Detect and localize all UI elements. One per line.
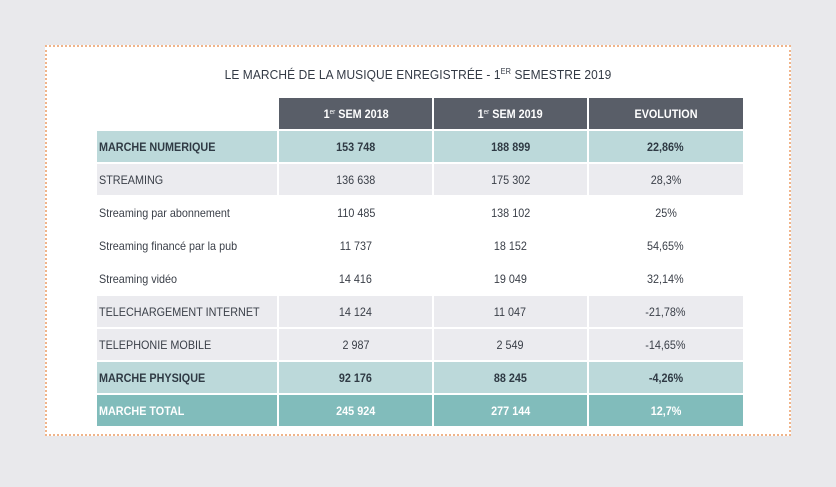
value-2018: 2 987 xyxy=(342,337,370,352)
table-row xyxy=(97,230,743,263)
evolution-value-cell xyxy=(589,329,743,362)
value-2019: 277 144 xyxy=(490,403,530,418)
row-label: TELEPHONIE MOBILE xyxy=(99,337,212,352)
table-card xyxy=(45,45,791,436)
value-2018: 136 638 xyxy=(336,172,376,187)
row-label: STREAMING xyxy=(99,172,164,187)
value-2019: 175 302 xyxy=(490,172,530,187)
table-row xyxy=(97,395,743,428)
row-label: MARCHE PHYSIQUE xyxy=(99,370,206,385)
value-2019: 19 049 xyxy=(493,271,527,286)
evolution-value-cell xyxy=(589,296,743,329)
value-2018-cell xyxy=(279,230,434,263)
table-title xyxy=(77,67,760,82)
column-header-evolution: EVOLUTION xyxy=(589,98,743,131)
title-superscript: ER xyxy=(500,67,512,76)
value-2018-cell xyxy=(279,131,434,164)
row-label-cell xyxy=(97,197,279,230)
value-2019: 188 899 xyxy=(490,139,530,154)
table-row xyxy=(97,164,743,197)
evolution-value-cell xyxy=(589,263,743,296)
row-label: MARCHE NUMERIQUE xyxy=(99,139,216,154)
title-main: LE MARCHÉ DE LA MUSIQUE ENREGISTRÉE - 1 xyxy=(224,67,501,82)
value-2019: 2 549 xyxy=(496,337,524,352)
value-2018-cell xyxy=(279,329,434,362)
evolution-value-cell xyxy=(589,197,743,230)
value-2019: 11 047 xyxy=(494,304,527,319)
column-header-2019: 1er SEM 2019 xyxy=(434,98,589,131)
value-2019-cell xyxy=(434,296,589,329)
music-market-table xyxy=(97,98,743,428)
evolution-value: 28,3% xyxy=(650,172,682,187)
header-blank-cell xyxy=(97,98,279,131)
value-2018-cell xyxy=(279,164,434,197)
row-label: Streaming financé par la pub xyxy=(99,238,238,253)
evolution-value-cell xyxy=(589,230,743,263)
table-body xyxy=(97,131,743,428)
evolution-value-cell xyxy=(589,131,743,164)
column-header-2018: 1er SEM 2018 xyxy=(279,98,434,131)
value-2019-cell xyxy=(434,329,589,362)
evolution-value-cell xyxy=(589,164,743,197)
value-2019: 18 152 xyxy=(493,238,527,253)
value-2018: 92 176 xyxy=(339,370,373,385)
value-2018: 11 737 xyxy=(339,238,372,253)
value-2019: 138 102 xyxy=(490,205,530,220)
row-label-cell xyxy=(97,329,279,362)
value-2018: 245 924 xyxy=(336,403,376,418)
value-2018-cell xyxy=(279,395,434,428)
value-2018: 153 748 xyxy=(336,139,376,154)
table-row xyxy=(97,131,743,164)
row-label-cell xyxy=(97,362,279,395)
value-2018: 110 485 xyxy=(336,205,375,220)
value-2019-cell xyxy=(434,164,589,197)
value-2018-cell xyxy=(279,197,434,230)
row-label-cell xyxy=(97,395,279,428)
value-2018-cell xyxy=(279,296,434,329)
row-label-cell xyxy=(97,296,279,329)
evolution-value-cell xyxy=(589,362,743,395)
evolution-value: 25% xyxy=(655,205,677,220)
row-label-cell xyxy=(97,263,279,296)
value-2019-cell xyxy=(434,263,589,296)
table-row xyxy=(97,296,743,329)
value-2018-cell xyxy=(279,362,434,395)
value-2018-cell xyxy=(279,263,434,296)
row-label: TELECHARGEMENT INTERNET xyxy=(99,304,260,319)
evolution-value: 32,14% xyxy=(647,271,685,286)
value-2019: 88 245 xyxy=(493,370,527,385)
evolution-value: -4,26% xyxy=(648,370,683,385)
row-label-cell xyxy=(97,164,279,197)
evolution-value-cell xyxy=(589,395,743,428)
table-row xyxy=(97,263,743,296)
value-2018: 14 124 xyxy=(339,304,373,319)
table-row xyxy=(97,329,743,362)
evolution-value: 22,86% xyxy=(647,139,685,154)
row-label-cell xyxy=(97,230,279,263)
evolution-value: 54,65% xyxy=(647,238,685,253)
table-row xyxy=(97,197,743,230)
table-row xyxy=(97,362,743,395)
value-2019-cell xyxy=(434,362,589,395)
value-2019-cell xyxy=(434,197,589,230)
evolution-value: -14,65% xyxy=(645,337,686,352)
row-label: Streaming vidéo xyxy=(99,271,178,286)
evolution-value: -21,78% xyxy=(645,304,686,319)
row-label-cell xyxy=(97,131,279,164)
value-2019-cell xyxy=(434,230,589,263)
evolution-value: 12,7% xyxy=(650,403,682,418)
value-2019-cell xyxy=(434,395,589,428)
row-label: Streaming par abonnement xyxy=(99,205,230,220)
value-2019-cell xyxy=(434,131,589,164)
header-row xyxy=(97,98,743,131)
value-2018: 14 416 xyxy=(339,271,373,286)
title-rest: SEMESTRE 2019 xyxy=(511,67,612,82)
row-label: MARCHE TOTAL xyxy=(99,403,185,418)
